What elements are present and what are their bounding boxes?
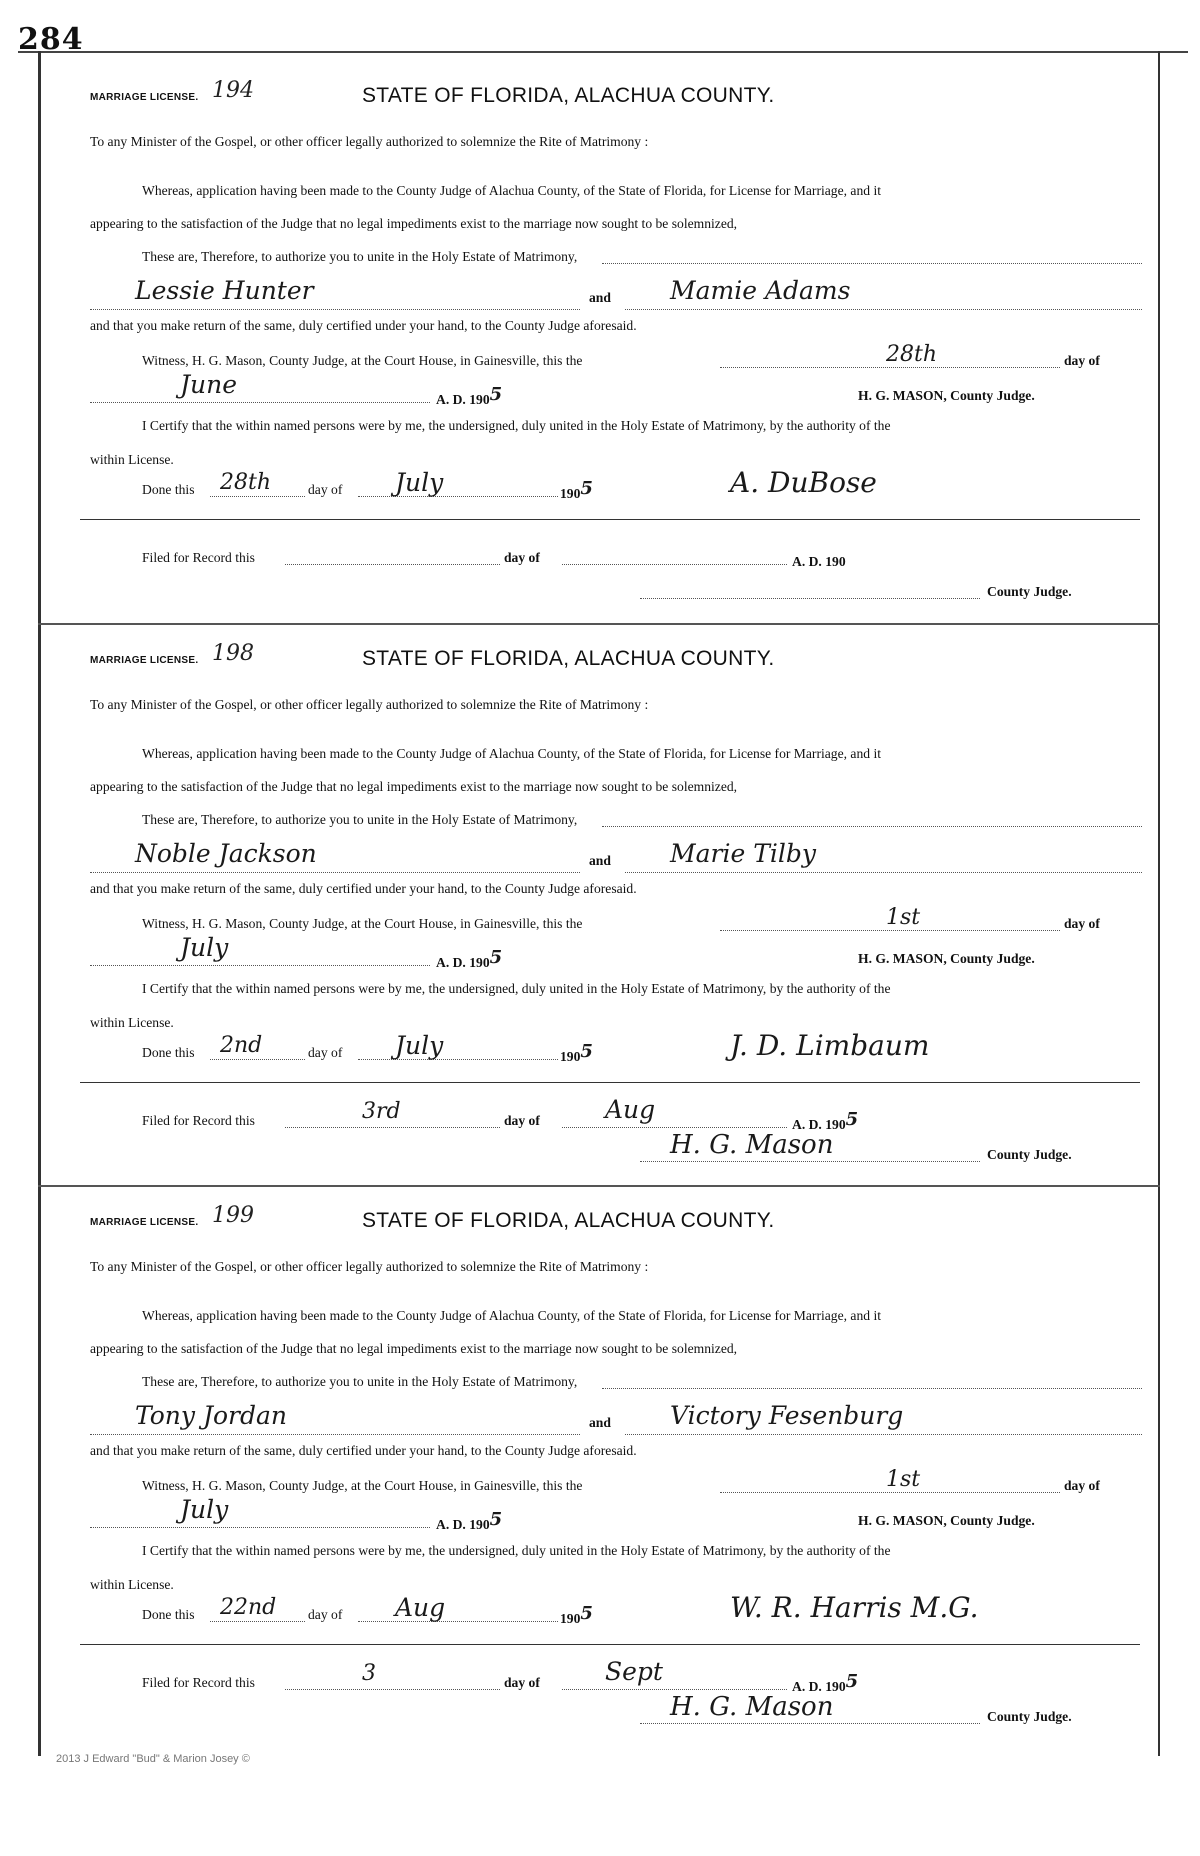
witness-month-blank bbox=[90, 402, 430, 403]
ad-prefix: A. D. 190 bbox=[436, 392, 490, 407]
within-license: within License. bbox=[90, 452, 174, 467]
day-of-label: day of bbox=[1064, 353, 1100, 368]
done-year-prefix: 190 bbox=[560, 1611, 581, 1626]
bride-blank bbox=[625, 309, 1142, 310]
whereas-line-1: Whereas, application having been made to the County Judge of Alachua County, of the State of Florida, for License for Marriage, and it bbox=[142, 1308, 882, 1323]
ad-label bbox=[436, 384, 503, 409]
authorize-line: These are, Therefore, to authorize you to unite in the Holy Estate of Matrimony, bbox=[142, 249, 578, 264]
witness-line: Witness, H. G. Mason, County Judge, at the Court House, in Gainesville, this the bbox=[142, 916, 583, 931]
county-judge-label: County Judge. bbox=[987, 1147, 1072, 1162]
return-line: and that you make return of the same, duly certified under your hand, to the County Judge aforesaid. bbox=[90, 318, 637, 333]
done-month: July bbox=[395, 468, 444, 497]
witness-line: Witness, H. G. Mason, County Judge, at the Court House, in Gainesville, this the bbox=[142, 353, 583, 368]
filed-day: 3 bbox=[362, 1661, 376, 1686]
witness-year: 5 bbox=[489, 1509, 503, 1530]
return-line: and that you make return of the same, duly certified under your hand, to the County Judge aforesaid. bbox=[90, 1443, 637, 1458]
done-month: July bbox=[395, 1031, 444, 1060]
done-year-label bbox=[560, 1041, 593, 1066]
county-judge-blank bbox=[640, 1161, 980, 1162]
officiant-signature: W. R. Harris M.G. bbox=[730, 1591, 979, 1624]
county-judge-blank bbox=[640, 1723, 980, 1724]
ad-label bbox=[436, 1509, 503, 1534]
license-separator bbox=[38, 1185, 1160, 1187]
witness-month-blank bbox=[90, 965, 430, 966]
filed-year: 5 bbox=[845, 1671, 859, 1692]
day-of-label: day of bbox=[1064, 1478, 1100, 1493]
license-number: 199 bbox=[212, 1203, 254, 1228]
minister-line: To any Minister of the Gospel, or other officer legally authorized to solemnize the Rite of Matrimony : bbox=[90, 697, 649, 712]
filed-month: Aug bbox=[605, 1095, 656, 1124]
whereas-line-2: appearing to the satisfaction of the Judge that no legal impediments exist to the marriage now sought to be solemnized, bbox=[90, 779, 738, 794]
filed-day-blank bbox=[285, 564, 500, 565]
within-license: within License. bbox=[90, 1015, 174, 1030]
judge-signature: H. G. MASON, County Judge. bbox=[858, 1513, 1035, 1528]
right-border bbox=[1158, 51, 1160, 1756]
done-year-prefix: 190 bbox=[560, 1049, 581, 1064]
groom-blank bbox=[90, 1434, 580, 1435]
officiant-signature: J. D. Limbaum bbox=[730, 1029, 930, 1062]
marriage-license bbox=[40, 625, 1158, 1185]
bride-blank bbox=[625, 1434, 1142, 1435]
filed-label: Filed for Record this bbox=[142, 1675, 255, 1690]
filed-by-signature: H. G. Mason bbox=[670, 1692, 834, 1722]
done-day-blank bbox=[210, 496, 305, 497]
filed-day-of: day of bbox=[504, 550, 540, 565]
filed-label: Filed for Record this bbox=[142, 1113, 255, 1128]
judge-signature: H. G. MASON, County Judge. bbox=[858, 951, 1035, 966]
whereas-line-2: appearing to the satisfaction of the Judge that no legal impediments exist to the marriage now sought to be solemnized, bbox=[90, 1341, 738, 1356]
license-label: MARRIAGE LICENSE. bbox=[90, 1217, 199, 1228]
done-year: 5 bbox=[580, 1041, 593, 1062]
bride-name: Mamie Adams bbox=[670, 276, 851, 305]
witness-month: July bbox=[180, 933, 229, 962]
done-day: 2nd bbox=[220, 1033, 263, 1058]
section-rule bbox=[80, 519, 1140, 520]
section-rule bbox=[80, 1082, 1140, 1083]
authorize-blank bbox=[602, 826, 1142, 827]
groom-name: Lessie Hunter bbox=[135, 276, 314, 305]
done-day: 22nd bbox=[220, 1595, 277, 1620]
whereas-line-2: appearing to the satisfaction of the Judge that no legal impediments exist to the marriage now sought to be solemnized, bbox=[90, 216, 738, 231]
done-year-prefix: 190 bbox=[560, 486, 581, 501]
witness-day: 1st bbox=[886, 905, 921, 930]
filed-month: Sept bbox=[605, 1657, 663, 1686]
groom-name: Noble Jackson bbox=[135, 839, 317, 868]
done-year-label bbox=[560, 478, 593, 503]
done-day-of: day of bbox=[308, 1607, 343, 1622]
minister-line: To any Minister of the Gospel, or other officer legally authorized to solemnize the Rite of Matrimony : bbox=[90, 134, 649, 149]
section-rule bbox=[80, 1644, 1140, 1645]
done-this-label: Done this bbox=[142, 1045, 195, 1060]
witness-month: June bbox=[180, 370, 238, 399]
filed-month-blank bbox=[562, 1127, 787, 1128]
certify-line: I Certify that the within named persons were by me, the undersigned, duly united in the Holy Estate of Matrimony, by the authority of the bbox=[142, 981, 891, 996]
marriage-license bbox=[40, 1187, 1158, 1747]
county-judge-blank bbox=[640, 598, 980, 599]
certify-line: I Certify that the within named persons were by me, the undersigned, duly united in the Holy Estate of Matrimony, by the authority of the bbox=[142, 1543, 891, 1558]
certify-line: I Certify that the within named persons were by me, the undersigned, duly united in the Holy Estate of Matrimony, by the authority of the bbox=[142, 418, 891, 433]
done-this-label: Done this bbox=[142, 1607, 195, 1622]
within-license: within License. bbox=[90, 1577, 174, 1592]
witness-day-blank bbox=[720, 930, 1060, 931]
filed-month-blank bbox=[562, 564, 787, 565]
filed-ad-label bbox=[792, 550, 846, 571]
filed-day-blank bbox=[285, 1127, 500, 1128]
witness-month: July bbox=[180, 1495, 229, 1524]
done-day-blank bbox=[210, 1621, 305, 1622]
done-day-blank bbox=[210, 1059, 305, 1060]
copyright-footer: 2013 J Edward "Bud" & Marion Josey © bbox=[56, 1753, 250, 1765]
judge-signature: H. G. MASON, County Judge. bbox=[858, 388, 1035, 403]
witness-day: 1st bbox=[886, 1467, 921, 1492]
witness-day-blank bbox=[720, 367, 1060, 368]
bride-name: Marie Tilby bbox=[670, 839, 816, 868]
license-separator bbox=[38, 623, 1160, 625]
license-label: MARRIAGE LICENSE. bbox=[90, 655, 199, 666]
done-month-blank bbox=[358, 1621, 558, 1622]
filed-day-blank bbox=[285, 1689, 500, 1690]
witness-year: 5 bbox=[489, 384, 503, 405]
state-title: STATE OF FLORIDA, ALACHUA COUNTY. bbox=[362, 647, 775, 670]
groom-blank bbox=[90, 309, 580, 310]
bride-name: Victory Fesenburg bbox=[670, 1401, 904, 1430]
license-number: 194 bbox=[212, 78, 254, 103]
filed-label: Filed for Record this bbox=[142, 550, 255, 565]
license-number: 198 bbox=[212, 641, 254, 666]
done-this-label: Done this bbox=[142, 482, 195, 497]
filed-by-signature: H. G. Mason bbox=[670, 1130, 834, 1160]
filed-day-of: day of bbox=[504, 1675, 540, 1690]
authorize-blank bbox=[602, 263, 1142, 264]
groom-name: Tony Jordan bbox=[135, 1401, 287, 1430]
authorize-blank bbox=[602, 1388, 1142, 1389]
filed-month-blank bbox=[562, 1689, 787, 1690]
witness-year: 5 bbox=[489, 947, 503, 968]
return-line: and that you make return of the same, duly certified under your hand, to the County Judge aforesaid. bbox=[90, 881, 637, 896]
done-day-of: day of bbox=[308, 1045, 343, 1060]
officiant-signature: A. DuBose bbox=[730, 466, 877, 499]
done-year-label bbox=[560, 1603, 593, 1628]
state-title: STATE OF FLORIDA, ALACHUA COUNTY. bbox=[362, 1209, 775, 1232]
done-month-blank bbox=[358, 496, 558, 497]
county-judge-label: County Judge. bbox=[987, 584, 1072, 599]
license-label: MARRIAGE LICENSE. bbox=[90, 92, 199, 103]
filed-year: 5 bbox=[845, 1109, 859, 1130]
state-title: STATE OF FLORIDA, ALACHUA COUNTY. bbox=[362, 84, 775, 107]
and-label: and bbox=[589, 853, 611, 868]
filed-ad-prefix: A. D. 190 bbox=[792, 1679, 846, 1694]
ad-label bbox=[436, 947, 503, 972]
page-number: 284 bbox=[18, 22, 84, 57]
bride-blank bbox=[625, 872, 1142, 873]
done-month: Aug bbox=[395, 1593, 446, 1622]
done-year: 5 bbox=[580, 1603, 593, 1624]
witness-line: Witness, H. G. Mason, County Judge, at the Court House, in Gainesville, this the bbox=[142, 1478, 583, 1493]
authorize-line: These are, Therefore, to authorize you to unite in the Holy Estate of Matrimony, bbox=[142, 812, 578, 827]
done-day-of: day of bbox=[308, 482, 343, 497]
ad-prefix: A. D. 190 bbox=[436, 955, 490, 970]
done-month-blank bbox=[358, 1059, 558, 1060]
whereas-line-1: Whereas, application having been made to the County Judge of Alachua County, of the State of Florida, for License for Marriage, and it bbox=[142, 746, 882, 761]
groom-blank bbox=[90, 872, 580, 873]
witness-day: 28th bbox=[886, 342, 938, 367]
authorize-line: These are, Therefore, to authorize you to unite in the Holy Estate of Matrimony, bbox=[142, 1374, 578, 1389]
done-day: 28th bbox=[220, 470, 272, 495]
minister-line: To any Minister of the Gospel, or other officer legally authorized to solemnize the Rite of Matrimony : bbox=[90, 1259, 649, 1274]
witness-day-blank bbox=[720, 1492, 1060, 1493]
county-judge-label: County Judge. bbox=[987, 1709, 1072, 1724]
filed-ad-prefix: A. D. 190 bbox=[792, 554, 846, 569]
filed-day-of: day of bbox=[504, 1113, 540, 1128]
top-border bbox=[18, 51, 1188, 53]
filed-day: 3rd bbox=[362, 1099, 401, 1124]
marriage-license bbox=[40, 62, 1158, 622]
ad-prefix: A. D. 190 bbox=[436, 1517, 490, 1532]
filed-ad-prefix: A. D. 190 bbox=[792, 1117, 846, 1132]
day-of-label: day of bbox=[1064, 916, 1100, 931]
done-year: 5 bbox=[580, 478, 593, 499]
whereas-line-1: Whereas, application having been made to the County Judge of Alachua County, of the State of Florida, for License for Marriage, and it bbox=[142, 183, 882, 198]
witness-month-blank bbox=[90, 1527, 430, 1528]
and-label: and bbox=[589, 290, 611, 305]
and-label: and bbox=[589, 1415, 611, 1430]
